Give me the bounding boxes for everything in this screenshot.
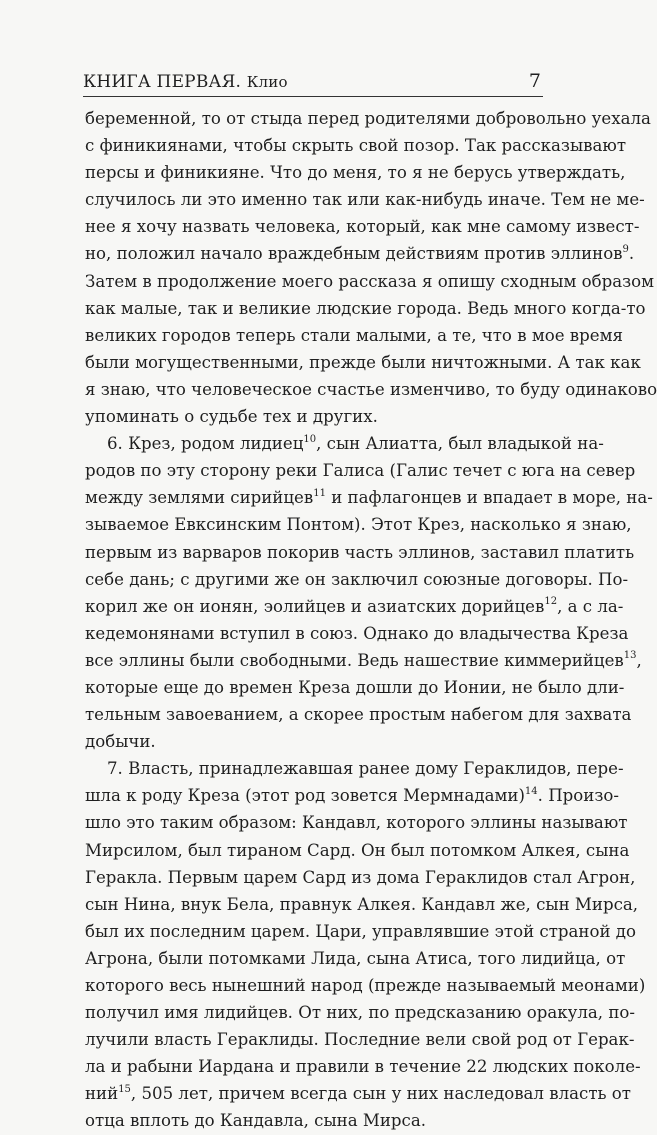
line-text: ла и рабыни Иардана и правили в течение 22 людских поколе-	[85, 1057, 641, 1077]
line-text: все эллины были свободными. Ведь нашествие киммерийцев	[85, 650, 624, 670]
line-text: первым из варваров покорив часть эллинов, заставил платить	[85, 542, 635, 562]
line-text: тельным завоеванием, а скорее простым набегом для захвата	[85, 705, 632, 725]
line-text: шло это таким образом: Кандавл, которого эллины называют	[85, 813, 628, 833]
line-text: Геракла. Первым царем Сард из дома Гераклидов стал Агрон,	[85, 867, 636, 887]
text-line	[85, 159, 626, 186]
line-text: беременной, то от стыда перед родителями добровольно уехала	[85, 109, 651, 128]
footnote-marker: 14	[524, 785, 538, 797]
text-line	[85, 511, 632, 538]
line-text-after: , 505 лет, причем всегда сын у них наследовал власть от	[130, 1084, 631, 1104]
line-text: шла к роду Креза (этот род зовется Мермнадами)	[85, 786, 525, 806]
line-text: были могущественными, прежде были ничтожными. А так как	[85, 352, 641, 372]
text-line	[85, 809, 628, 836]
book-title: КНИГА ПЕРВАЯ.	[83, 72, 242, 92]
text-line	[85, 295, 646, 322]
footnote-marker: 13	[623, 650, 637, 662]
line-text: отца вплоть до Кандавла, сына Мирса.	[85, 1111, 427, 1131]
text-line	[85, 674, 625, 701]
book-subtitle: Клио	[246, 73, 288, 91]
line-text: но, положил начало враждебным действиям против эллинов	[85, 244, 623, 264]
text-line	[85, 701, 632, 728]
page-number: 7	[528, 70, 541, 92]
text-line	[85, 322, 623, 349]
text-line	[85, 620, 629, 647]
line-text-after: .	[628, 244, 635, 264]
line-text: 6. Крез, родом лидиец	[107, 434, 304, 454]
line-text: великих городов теперь стали малыми, а те, что в мое время	[85, 325, 623, 345]
text-line	[85, 484, 653, 511]
line-text-after: , а с ла-	[557, 596, 624, 616]
text-line	[85, 593, 624, 620]
text-line	[85, 837, 630, 864]
footnote-marker: 10	[303, 433, 317, 445]
text-line	[85, 945, 626, 972]
line-text: которого весь нынешний народ (прежде называемый меонами)	[85, 976, 646, 995]
footnote-marker: 12	[544, 596, 558, 608]
line-text: сын Нина, внук Бела, правнук Алкея. Кандавл же, сын Мирса,	[85, 894, 639, 914]
text-line	[85, 647, 642, 674]
line-text: случилось ли это именно так или как-нибудь иначе. Тем не ме-	[85, 190, 645, 210]
text-line	[85, 403, 543, 430]
text-line	[85, 566, 629, 593]
text-line	[85, 972, 646, 999]
line-text: между землями сирийцев	[85, 488, 314, 508]
text-line	[85, 755, 624, 782]
line-text: себе дань; с другими же он заключил союзные договоры. По-	[85, 569, 629, 589]
text-line	[85, 728, 543, 755]
running-header	[83, 70, 543, 97]
line-text: лучили власть Гераклиды. Последние вели свой род от Герак-	[85, 1030, 635, 1050]
text-line	[85, 1107, 543, 1134]
line-text: упоминать о судьбе тех и других.	[85, 407, 378, 427]
text-line	[85, 457, 636, 484]
text-line	[85, 132, 627, 159]
text-line	[85, 213, 640, 240]
footnote-marker: 11	[313, 487, 326, 499]
footnote-marker: 9	[622, 243, 629, 255]
line-text: добычи.	[85, 732, 156, 752]
line-text: корил же он ионян, эолийцев и азиатских дорийцев	[85, 596, 545, 616]
line-text: был их последним царем. Цари, управлявшие этой страной до	[85, 921, 636, 941]
text-line	[85, 999, 635, 1026]
line-text: кедемонянами вступил в союз. Однако до владычества Креза	[85, 623, 629, 643]
line-text: Агрона, были потомками Лида, сына Атиса, того лидийца, от	[85, 948, 626, 968]
text-line	[85, 782, 619, 809]
line-text: Затем в продолжение моего рассказа я опишу сходным образом	[85, 271, 655, 291]
text-line	[85, 349, 641, 376]
line-text-after: , сын Алиатта, был владыкой на-	[316, 434, 604, 454]
line-text: получил имя лидийцев. От них, по предсказанию оракула, по-	[85, 1003, 635, 1023]
line-text: с финикиянами, чтобы скрыть свой позор. Так рассказывают	[85, 136, 627, 156]
line-text: нее я хочу назвать человека, который, как мне самому извест-	[85, 217, 640, 237]
line-text: ний	[85, 1084, 119, 1104]
line-text: Мирсилом, был тираном Сард. Он был потомком Алкея, сына	[85, 840, 630, 860]
text-line	[85, 539, 635, 566]
text-line	[85, 1026, 635, 1053]
line-text: как малые, так и великие людские города. Ведь много когда-то	[85, 298, 646, 318]
text-line	[85, 1053, 641, 1080]
text-line	[85, 105, 651, 132]
text-line	[85, 186, 645, 213]
line-text: я знаю, что человеческое счастье изменчиво, то буду одинаково	[85, 379, 657, 399]
text-line	[85, 918, 636, 945]
running-title	[83, 72, 288, 92]
line-text: которые еще до времен Креза дошли до Ионии, не было дли-	[85, 677, 625, 697]
line-text: персы и финикияне. Что до меня, то я не берусь утверждать,	[85, 163, 626, 183]
line-text-after: и пафлагонцев и впадает в море, на-	[325, 488, 653, 508]
line-text: родов по эту сторону реки Галиса (Галис течет с юга на север	[85, 461, 636, 481]
text-line	[85, 864, 636, 891]
text-line	[85, 430, 604, 457]
line-text-after: . Произо-	[537, 786, 619, 806]
line-text: 7. Власть, принадлежавшая ранее дому Гераклидов, пере-	[107, 759, 624, 779]
text-line	[85, 240, 635, 267]
footnote-marker: 15	[118, 1083, 131, 1095]
text-line	[85, 891, 639, 918]
line-text: зываемое Евксинским Понтом). Этот Крез, насколько я знаю,	[85, 515, 632, 535]
text-line	[85, 376, 657, 403]
line-text-after: ,	[636, 650, 642, 670]
text-line	[85, 1080, 631, 1107]
body-text	[85, 105, 657, 1135]
text-line	[85, 268, 655, 295]
